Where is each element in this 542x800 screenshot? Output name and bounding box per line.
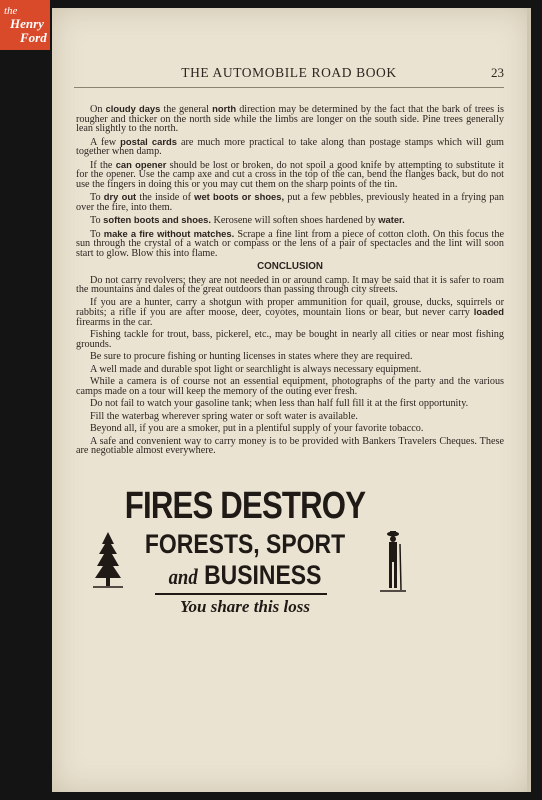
logo-text-henry: Henry — [10, 16, 44, 31]
advert-line-2: FORESTS, SPORT — [144, 529, 346, 559]
body-paragraph: Fill the waterbag wherever spring water or soft water is available. — [90, 410, 358, 422]
body-paragraph: Do not carry revolvers; they are not needed in or around camp. It may be said that it is safer to roam the mountains and dales of the great outdoors than passing through city streets. — [76, 274, 504, 295]
body-paragraph: A well made and durable spot light or searchlight is always necessary equipment. — [90, 363, 422, 375]
body-paragraph: If the can opener should be lost or broken, do not spoil a good knife by attempting to substitute it for the opener. Use the camp axe and cut a cross in the top of the can, bend the flanges back, but do not use the fingers in doing this or you may cut them on the sharp points of the tin. — [76, 158, 505, 190]
advert-line-3 — [118, 561, 373, 591]
body-paragraph: While a camera is of course not an essential equipment, photographs of the party and the various camps made on a tour will keep the memory of the outing ever fresh. — [76, 376, 504, 397]
bold-keyword: dry out — [103, 191, 137, 202]
bold-keyword: postal cards — [120, 135, 177, 147]
body-paragraph: Fishing tackle for trout, bass, pickerel, etc., may be bought in nearly all cities or near most fishing grounds. — [76, 329, 504, 350]
section-heading: CONCLUSION — [257, 261, 323, 272]
body-paragraph: A few postal cards are much more practical to take along than postage stamps which will gum together when damp. — [76, 135, 504, 157]
bold-keyword: loaded — [473, 306, 504, 317]
logo-text-ford: Ford — [20, 30, 47, 45]
running-title: THE AUTOMOBILE ROAD BOOK — [181, 65, 397, 80]
body-paragraph: To make a fire without matches. Scrape a fine lint from a piece of cotton cloth. On this focus the sun through the crystal of a watch or compass or the lens of a pair of spectacles and the lint will soon start to glow. Blow this into flame. — [76, 227, 504, 259]
body-paragraph: If you are a hunter, carry a shotgun with proper ammunition for quail, grouse, ducks, squirrels or rabbits; a rifle if you are after moose, deer, coyotes, mountain lions or bear, but never carry loaded firearms in the car. — [76, 296, 504, 328]
page-body-text — [76, 104, 504, 459]
advert-and: and — [168, 564, 198, 589]
henry-ford-logo — [0, 0, 50, 50]
bold-keyword: cloudy days — [105, 103, 161, 114]
ranger-figure-icon — [380, 528, 406, 598]
body-paragraph: To dry out the inside of wet boots or shoes, put a few pebbles, previously heated in a frying pan over the fire, into them. — [76, 191, 504, 213]
page-edge — [527, 8, 531, 792]
body-paragraph: Beyond all, if you are a smoker, put in a plentiful supply of your favorite tobacco. — [90, 423, 424, 434]
bold-keyword: soften boots and shoes. — [103, 214, 211, 225]
bold-keyword: make a fire without matches. — [103, 227, 235, 239]
book-page — [52, 8, 530, 792]
advert-business: BUSINESS — [204, 560, 322, 590]
body-paragraph: A safe and convenient way to carry money is to be provided with Bankers Travelers Cheques. These are negotiable almost everywhere. — [76, 435, 504, 456]
bold-keyword: wet boots or shoes, — [194, 191, 285, 202]
body-paragraph: Do not fail to watch your gasoline tank; when less than half full fill it at the first opportunity. — [90, 398, 469, 409]
advert-underline — [155, 593, 327, 595]
bold-keyword: can opener — [115, 158, 167, 170]
fire-prevention-advert — [95, 486, 395, 621]
bold-keyword: north — [212, 103, 237, 114]
page-number: 23 — [491, 65, 504, 80]
pine-tree-icon — [93, 530, 123, 590]
body-paragraph: On cloudy days the general north direction may be determined by the fact that the bark of trees is rougher and thicker on the north side while the limbs are longer on the south side. Pine trees generally lean slightly to the north. — [76, 103, 505, 134]
bold-keyword: water. — [378, 214, 405, 225]
body-paragraph: To soften boots and shoes. Kerosene will soften shoes hardened by water. — [90, 214, 405, 226]
logo-text-the: the — [4, 5, 18, 17]
advert-headline: FIRES DESTROY — [124, 485, 366, 527]
body-paragraph: Be sure to procure fishing or hunting licenses in states where they are required. — [90, 351, 413, 362]
page-header — [74, 65, 504, 88]
advert-tagline: You share this loss — [180, 597, 310, 616]
